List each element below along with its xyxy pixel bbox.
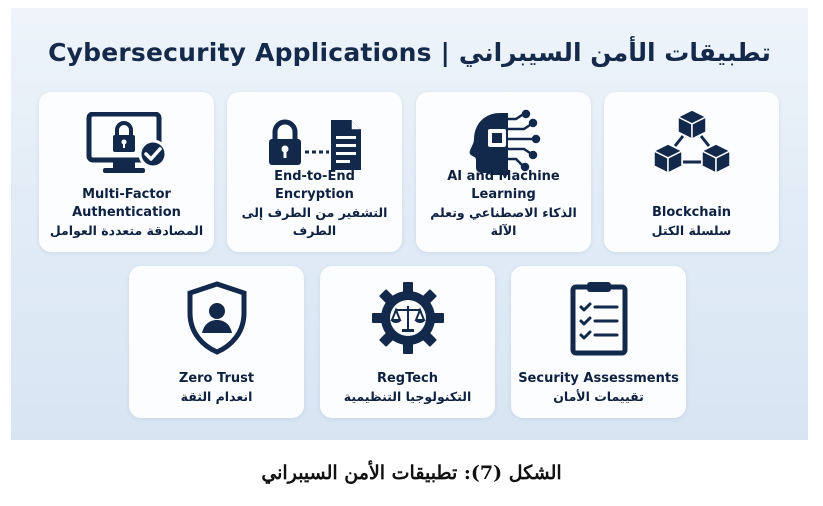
card-ai-machine-learning [416,92,591,252]
card-zero-trust [129,266,304,418]
card-label-ar: تقييمات الأمان [553,389,644,404]
card-label-ar: سلسلة الكتل [651,223,732,238]
checklist-clipboard-icon [511,278,686,358]
diagram-title: Cybersecurity Applications | تطبيقات الأمن السيبراني [48,38,771,67]
card-blockchain [604,92,779,252]
card-label-en: Security Assessments [518,371,679,386]
card-label-ar: الذكاء الاصطناعي وتعلم الآلة [430,205,577,238]
figure-caption: الشكل (7): تطبيقات الأمن السيبراني [261,462,562,484]
card-label-en-1: End-to-End [274,169,355,184]
infographic-panel [11,8,808,440]
card-label-en-1: Multi-Factor [82,187,171,202]
card-label-en-1: AI and Machine [447,169,560,184]
card-label-en-2: Authentication [72,205,181,220]
card-end-to-end-encryption [227,92,402,252]
card-label-en-2: Learning [471,187,536,202]
card-label-ar: التشفير من الطرف إلى الطرف [241,205,388,238]
card-label-en-2: Blockchain [651,205,732,220]
card-security-assessments [511,266,686,418]
card-regtech [320,266,495,418]
card-multi-factor-authentication [39,92,214,252]
card-label-ar: المصادقة متعددة العوامل [49,223,204,238]
card-label-ar: التكنولوجيا التنظيمية [343,389,472,404]
card-label-en: Zero Trust [178,371,255,386]
card-label-ar: انعدام الثقة [180,389,253,404]
blockchain-cubes-icon [604,104,779,184]
shield-user-icon [129,278,304,358]
gear-scales-icon [320,278,495,358]
card-label-en-2: Encryption [275,187,354,202]
monitor-lock-icon [39,104,214,184]
card-label-en: RegTech [376,371,439,386]
